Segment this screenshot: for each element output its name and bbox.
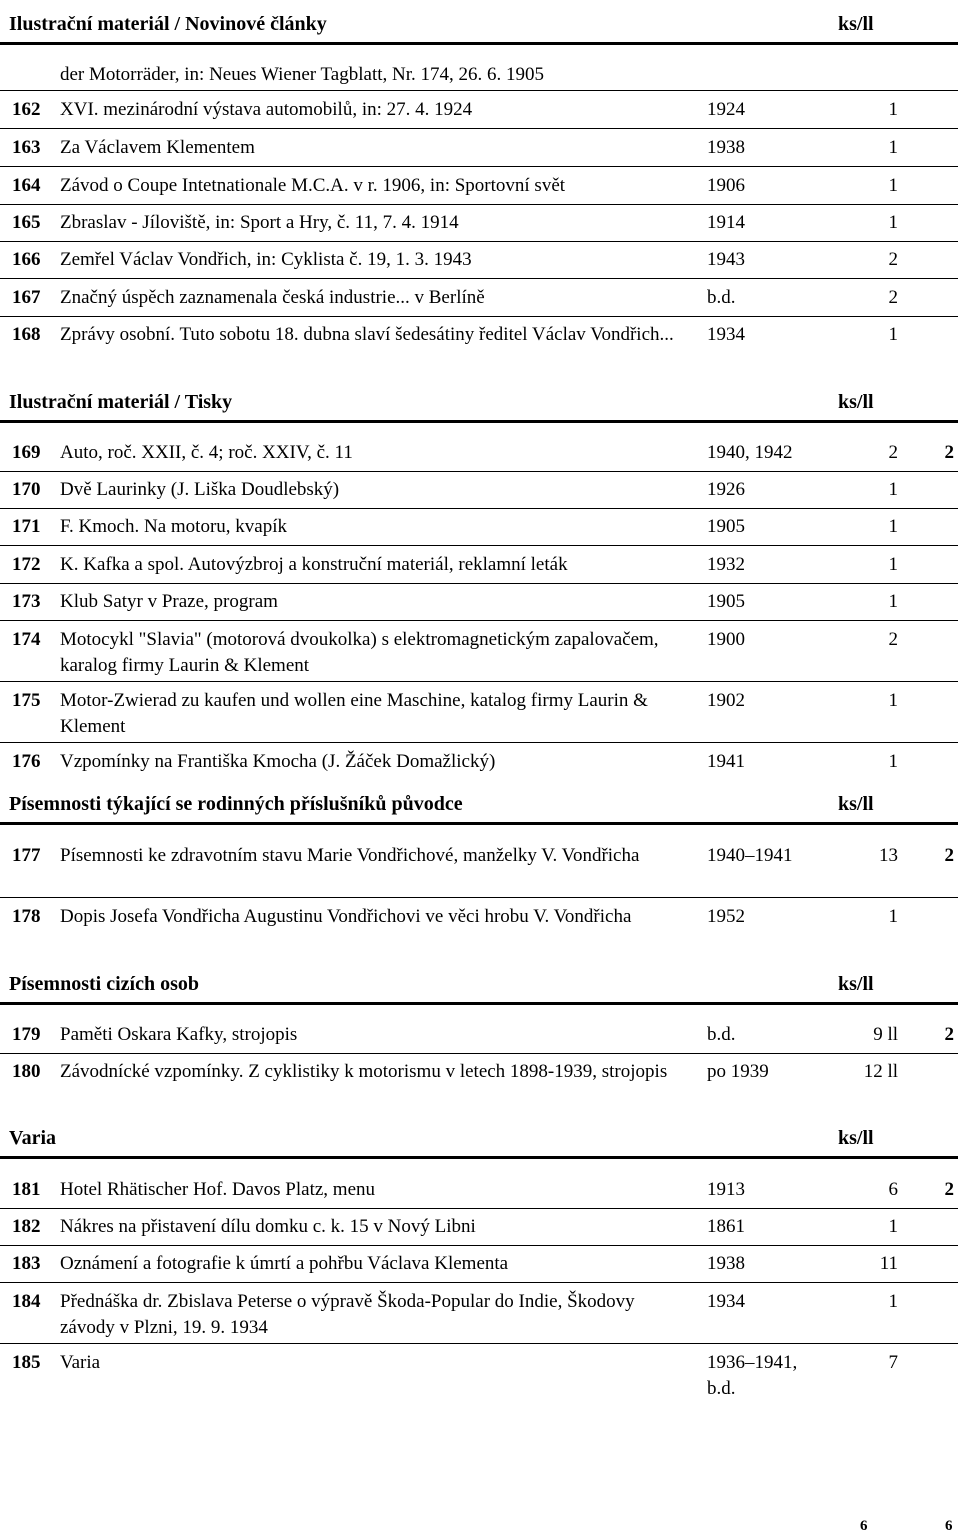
row-count: 6 [888,1179,898,1200]
row-count: 9 ll [873,1024,898,1045]
row-year: 1900 [707,629,745,650]
section-header [0,382,958,423]
row-year: 1943 [707,249,745,270]
row-year: 1938 [707,137,745,158]
row-count: 1 [888,479,898,500]
page-number: 6 [945,1518,953,1534]
row-number: 175 [12,690,41,711]
row-number: 180 [12,1061,41,1082]
table-row [0,1059,958,1113]
table-row [0,514,958,546]
row-title: XVI. mezinárodní výstava automobilů, in: 27. 4. 1924 [60,99,473,120]
row-count: 1 [888,212,898,233]
row-count: 2 [888,442,898,463]
row-box: 2 [944,845,954,866]
table-row [0,749,958,779]
table-row [0,247,958,279]
table-row [0,97,958,129]
row-number: 179 [12,1024,41,1045]
row-year: 1906 [707,175,745,196]
row-year: 1934 [707,324,745,345]
table-row [0,135,958,167]
row-number: 164 [12,175,41,196]
row-year: 1941 [707,751,745,772]
row-title: Vzpomínky na Františka Kmocha (J. Žáček Domažlický) [60,751,496,772]
row-count: 1 [888,1216,898,1237]
table-row [0,843,958,898]
row-count: 1 [888,175,898,196]
row-title: Značný úspěch zaznamenala česká industrie... v Berlíně [60,287,485,308]
row-count: 1 [888,554,898,575]
table-row [0,589,958,621]
row-box: 2 [944,442,954,463]
section-title: Varia [9,1127,57,1149]
row-number: 163 [12,137,41,158]
row-number: 181 [12,1179,41,1200]
row-count: 2 [888,249,898,270]
row-number: 165 [12,212,41,233]
row-number: 170 [12,479,41,500]
row-year: 1914 [707,212,745,233]
row-title: Oznámení a fotografie k úmrtí a pohřbu Václava Klementa [60,1253,509,1274]
row-title: Za Václavem Klementem [60,137,255,158]
section-header [0,964,958,1005]
row-count: 1 [888,751,898,772]
row-number: 167 [12,287,41,308]
row-year: 1934 [707,1291,745,1312]
row-year: 1936–1941, b.d. [707,1352,798,1399]
table-row [0,688,958,743]
row-title: Zemřel Václav Vondřich, in: Cyklista č. 19, 1. 3. 1943 [60,249,472,270]
section-unit: ks/ll [838,793,874,815]
row-count: 12 ll [863,1061,898,1082]
section-header [0,4,958,45]
table-row [0,440,958,472]
row-number: 166 [12,249,41,270]
table-row [0,62,958,91]
row-count: 2 [888,287,898,308]
row-year: 1924 [707,99,745,120]
row-title: Dopis Josefa Vondřicha Augustinu Vondřichovi ve věci hrobu V. Vondřicha [60,906,632,927]
row-year: 1861 [707,1216,745,1237]
row-year: 1926 [707,479,745,500]
section-title: Ilustrační materiál / Tisky [9,391,233,413]
row-count: 1 [888,690,898,711]
row-count: 1 [888,516,898,537]
row-year: 1952 [707,906,745,927]
table-row [0,904,958,958]
row-title: Zbraslav - Jíloviště, in: Sport a Hry, č. 11, 7. 4. 1914 [60,212,459,233]
row-title: Klub Satyr v Praze, program [60,591,278,612]
row-year: po 1939 [707,1061,769,1082]
row-count: 1 [888,324,898,345]
table-row [0,210,958,242]
section-header [0,784,958,825]
row-title: Motocykl "Slavia" (motorová dvoukolka) s elektromagnetickým zapalovačem, karalog firmy Laurin & Klement [60,629,659,676]
row-box: 2 [944,1179,954,1200]
table-row [0,477,958,509]
section-header [0,1118,958,1159]
section-title: Ilustrační materiál / Novinové články [9,13,327,35]
table-row [0,322,958,374]
row-count: 11 [879,1253,898,1274]
section-unit: ks/ll [838,391,874,413]
row-title: Nákres na přistavení dílu domku c. k. 15 v Nový Libni [60,1216,476,1237]
row-title: Motor-Zwierad zu kaufen und wollen eine Maschine, katalog firmy Laurin & Klement [60,690,648,737]
row-number: 184 [12,1291,41,1312]
row-number: 174 [12,629,41,650]
table-row [0,1251,958,1283]
row-year: 1905 [707,516,745,537]
section-unit: ks/ll [838,1127,874,1149]
row-count: 1 [888,99,898,120]
row-count: 7 [888,1352,898,1373]
row-box: 2 [944,1024,954,1045]
row-number: 177 [12,845,41,866]
row-number: 168 [12,324,41,345]
row-year: 1932 [707,554,745,575]
row-number: 169 [12,442,41,463]
row-title: Auto, roč. XXII, č. 4; roč. XXIV, č. 11 [60,442,353,463]
row-count: 1 [888,906,898,927]
table-row [0,552,958,584]
row-title: Přednáška dr. Zbislava Peterse o výpravě Škoda-Popular do Indie, Škodovy závody v Plzni, 19. 9. 1934 [60,1291,635,1338]
row-number: 183 [12,1253,41,1274]
row-year: 1940–1941 [707,845,793,866]
row-year: 1902 [707,690,745,711]
table-row [0,1350,958,1404]
row-year: 1913 [707,1179,745,1200]
row-title: Závod o Coupe Intetnationale M.C.A. v r. 1906, in: Sportovní svět [60,175,566,196]
row-title: Varia [60,1352,101,1373]
section-unit: ks/ll [838,973,874,995]
row-number: 176 [12,751,41,772]
table-row [0,1289,958,1344]
row-count: 13 [879,845,898,866]
section-title: Písemnosti cizích osob [9,973,199,995]
row-title: Zprávy osobní. Tuto sobotu 18. dubna slaví šedesátiny ředitel Václav Vondřich... [60,324,674,345]
row-title: Závodnícké vzpomínky. Z cyklistiky k motorismu v letech 1898-1939, strojopis [60,1061,668,1082]
row-year: 1905 [707,591,745,612]
row-number: 173 [12,591,41,612]
row-year: b.d. [707,287,736,308]
row-year: 1938 [707,1253,745,1274]
row-count: 1 [888,137,898,158]
row-title: Písemnosti ke zdravotním stavu Marie Vondřichové, manželky V. Vondřicha [60,845,640,866]
row-number: 178 [12,906,41,927]
table-row [0,285,958,317]
page-number: 6 [860,1518,868,1534]
row-number: 185 [12,1352,41,1373]
row-title: der Motorräder, in: Neues Wiener Tagblatt, Nr. 174, 26. 6. 1905 [60,64,544,85]
row-number: 162 [12,99,41,120]
table-row [0,627,958,682]
section-title: Písemnosti týkající se rodinných příslušníků původce [9,793,463,815]
row-title: Paměti Oskara Kafky, strojopis [60,1024,298,1045]
row-year: b.d. [707,1024,736,1045]
table-row [0,1177,958,1209]
row-count: 2 [888,629,898,650]
row-number: 171 [12,516,41,537]
row-title: Hotel Rhätischer Hof. Davos Platz, menu [60,1179,376,1200]
table-row [0,1214,958,1246]
row-title: F. Kmoch. Na motoru, kvapík [60,516,287,537]
row-count: 1 [888,1291,898,1312]
section-unit: ks/ll [838,13,874,35]
row-number: 182 [12,1216,41,1237]
table-row [0,173,958,205]
row-title: Dvě Laurinky (J. Liška Doudlebský) [60,479,340,500]
row-count: 1 [888,591,898,612]
row-year: 1940, 1942 [707,442,793,463]
table-row [0,1022,958,1054]
row-title: K. Kafka a spol. Autovýzbroj a konstruční materiál, reklamní leták [60,554,568,575]
row-number: 172 [12,554,41,575]
